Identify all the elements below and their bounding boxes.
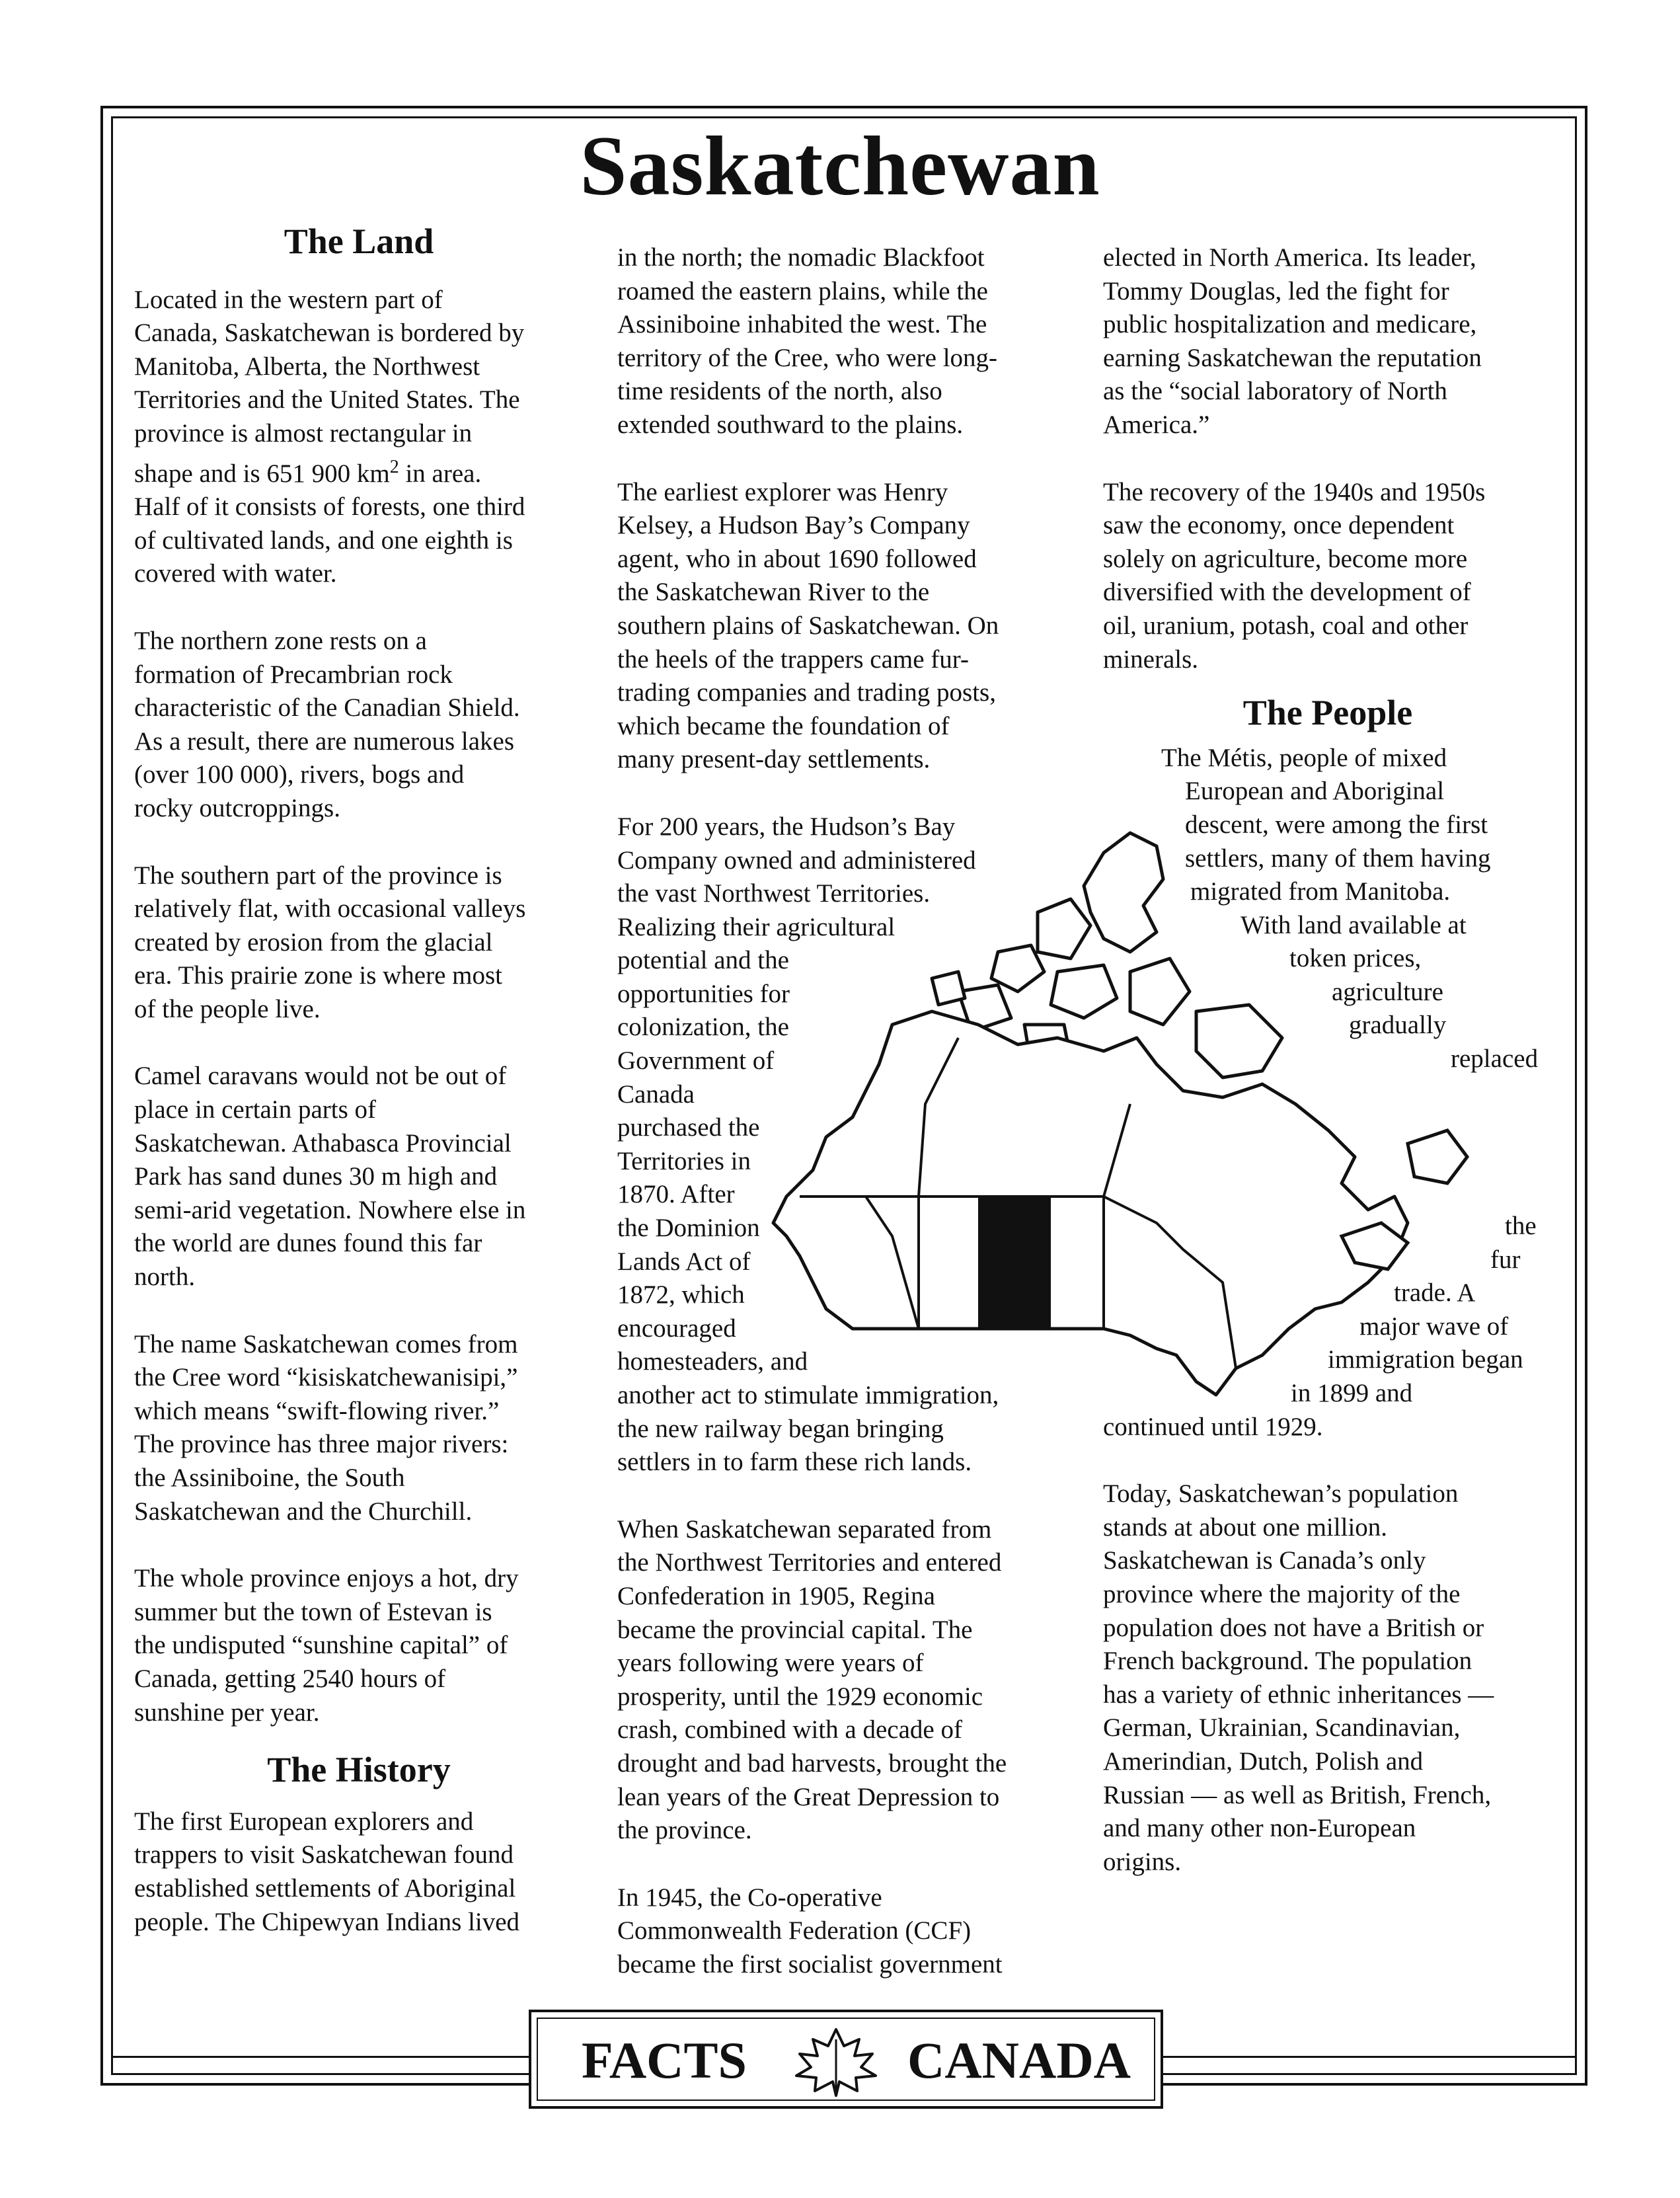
text-line: Saskatchewan is Canada’s only [1103,1546,1426,1575]
text-line: stands at about one million. [1103,1512,1388,1542]
text-line: covered with water. [134,559,337,588]
text-line: formation of Precambrian rock [134,660,453,689]
text-line: solely on agriculture, become more [1103,544,1468,573]
text-line: territory of the Cree, who were long- [617,343,998,372]
text-line: saw the economy, once dependent [1103,511,1455,540]
footer-rule-right [1163,2056,1577,2058]
text-line: 1872, which [617,1280,745,1310]
text-line: Saskatchewan and the Churchill. [134,1497,473,1526]
history-paragraph-4 [617,1513,1080,1848]
superscript: 2 [389,456,399,477]
text-line: Company owned and administered [617,845,976,875]
text-line: characteristic of the Canadian Shield. [134,693,520,723]
text-line: In 1945, the Co-operative [617,1883,882,1912]
text-line: homesteaders, and [617,1347,808,1376]
maple-leaf-icon [783,2026,889,2099]
text-line: German, Ukrainian, Scandinavian, [1103,1713,1461,1743]
text-line: Today, Saskatchewan’s population [1103,1479,1459,1509]
text-line: diversified with the development of [1103,578,1471,607]
text-line: the Northwest Territories and entered [617,1548,1002,1577]
text-line: the vast Northwest Territories. [617,879,931,908]
text-line: Kelsey, a Hudson Bay’s Company [617,511,970,540]
text-line: Confederation in 1905, Regina [617,1581,935,1610]
arctic-island [1038,899,1090,959]
text-line: prosperity, until the 1929 economic [617,1682,983,1711]
text-line: southern plains of Saskatchewan. On [617,611,999,640]
text-line: trappers to visit Saskatchewan found [134,1840,514,1869]
text-line: European and Aboriginal [1185,777,1445,806]
text-line: of the people live. [134,994,321,1023]
text-line: place in certain parts of [134,1095,376,1124]
text-line: Canada, getting 2540 hours of [134,1664,446,1693]
text-line: era. This prairie zone is where most [134,961,503,990]
text-line: 1870. After [617,1180,735,1209]
text-line: many present-day settlements. [617,745,931,774]
text-line: (over 100 000), rivers, bogs and [134,760,465,789]
text-line: encouraged [617,1314,736,1343]
text-line: As a result, there are numerous lakes [134,726,515,756]
text-line: lean years of the Great Depression to [617,1782,1000,1811]
text-line: the province. [617,1816,752,1845]
text-line: Manitoba, Alberta, the Northwest [134,352,480,381]
text-line: The name Saskatchewan comes from [134,1329,518,1358]
text-line: Half of it consists of forests, one third [134,492,525,522]
footer-rule-left [111,2056,529,2058]
text-line: trading companies and trading posts, [617,678,996,707]
text-line: people. The Chipewyan Indians lived [134,1907,520,1936]
saskatchewan-highlight [978,1197,1051,1329]
text-line: settlers, many of them having [1185,844,1491,873]
text-line: major wave of [1359,1312,1509,1341]
text-line: immigration began [1328,1345,1523,1374]
text-line: became the first socialist government [617,1949,1003,1979]
text-line: agriculture [1332,977,1443,1006]
text-line: crash, combined with a decade of [617,1715,962,1745]
text-line: Saskatchewan. Athabasca Provincial [134,1128,512,1158]
land-paragraph-5 [134,1328,584,1529]
history-paragraph-6 [1103,476,1552,677]
text-line: With land available at [1241,910,1467,939]
text-line: Commonwealth Federation (CCF) [617,1916,972,1945]
text-line: The northern zone rests on a [134,626,427,655]
text-line: agent, who in about 1690 followed [617,544,977,573]
text-line: the Cree word “kisiskatchewanisipi,” [134,1363,518,1392]
text-line: Park has sand dunes 30 m high and [134,1162,498,1191]
text-line: migrated from Manitoba. [1190,877,1451,906]
arctic-island [932,972,965,1005]
text-line: which became the foundation of [617,711,950,740]
text-line: The earliest explorer was Henry [617,477,948,506]
text-line: which means “swift-flowing river.” [134,1396,500,1425]
text-line: summer but the town of Estevan is [134,1597,492,1626]
text-line: Located in the western part of [134,285,443,314]
canada-mainland [773,1011,1408,1395]
text-line: Amerindian, Dutch, Polish and [1103,1747,1424,1776]
text-line: opportunities for [617,979,790,1008]
text-line: as the “social laboratory of North [1103,377,1447,406]
text-line: another act to stimulate immigration, [617,1381,999,1409]
text-line: drought and bad harvests, brought the [617,1748,1007,1778]
text-line: replaced [1451,1044,1539,1074]
text-line: earning Saskatchewan the reputation [1103,343,1482,372]
text-line: descent, were among the first [1185,810,1488,839]
arctic-island [1051,965,1117,1018]
text-line: French background. The population [1103,1647,1472,1676]
text-line: Territories in [617,1146,751,1175]
text-line: province is almost rectangular in [134,418,473,448]
text-line: settlers in to farm these rich lands. [617,1448,972,1477]
text-line: The recovery of the 1940s and 1950s [1103,477,1486,506]
arctic-island [1130,959,1190,1025]
text-line: gradually [1349,1011,1447,1040]
heading-the-history: The History [267,1750,451,1790]
text-line: The province has three major rivers: [134,1430,509,1459]
heading-the-people: The People [1242,693,1413,733]
text-line: has a variety of ethnic inheritances — [1103,1680,1494,1709]
text-line: of cultivated lands, and one eighth is [134,526,513,555]
text-line: semi-arid vegetation. Nowhere else in [134,1195,526,1224]
history-paragraph-2 [617,476,1080,777]
text-line: trade. A [1394,1278,1476,1308]
text-line: became the provincial capital. The [617,1615,973,1644]
text-line: The whole province enjoys a hot, dry [134,1564,519,1593]
text-line: public hospitalization and medicare, [1103,310,1477,339]
land-paragraph-3 [134,859,584,1027]
text-line: America.” [1103,410,1210,439]
text-line: sunshine per year. [134,1698,320,1727]
canada-map-illustration [760,826,1560,1448]
text-line: the Dominion [617,1214,760,1243]
text-line: the Assiniboine, the South [134,1464,405,1492]
text-line: rocky outcroppings. [134,793,340,822]
people-paragraph-2 [1103,1477,1552,1879]
newfoundland-island [1408,1130,1467,1183]
text-line: elected in North America. Its leader, [1103,243,1476,272]
text-line: For 200 years, the Hudson’s Bay [617,812,956,841]
text-line: relatively flat, with occasional valleys [134,894,526,923]
footer-canada-label: CANADA [907,2031,1131,2089]
arctic-island [1196,1005,1282,1078]
land-paragraph-1 [134,284,584,591]
text-line: continued until 1929. [1103,1412,1323,1441]
text-line: the Saskatchewan River to the [617,578,930,607]
text-line: Russian — as well as British, French, [1103,1780,1492,1809]
text-line: created by erosion from the glacial [134,927,493,957]
text-line: origins. [1103,1847,1182,1876]
text-line: potential and the [617,946,789,975]
text-line: the world are dunes found this far [134,1229,482,1258]
text-line: the [1505,1212,1537,1241]
text-line: population does not have a British or [1103,1613,1484,1642]
text-line: Lands Act of [617,1247,751,1276]
text-line: purchased the [617,1113,760,1142]
text-line [134,451,584,491]
text-line: oil, uranium, potash, coal and other [1103,611,1469,640]
text-line: in the north; the nomadic Blackfoot [617,243,985,272]
text-line: Canada, Saskatchewan is bordered by [134,319,525,348]
text-line: Tommy Douglas, led the fight for [1103,276,1449,305]
text-line: in 1899 and [1291,1379,1413,1407]
text-line: Government of [617,1046,775,1076]
land-paragraph-2 [134,625,584,826]
land-paragraph-6 [134,1562,584,1729]
text-line: Canada [617,1079,695,1109]
text-line: Camel caravans would not be out of [134,1062,507,1091]
text-line: The Métis, people of mixed [1161,743,1447,772]
text-line: The first European explorers and [134,1807,474,1836]
text-line: Territories and the United States. The [134,385,520,414]
column-left [134,221,584,1973]
text-line: province where the majority of the [1103,1579,1461,1608]
text-line: colonization, the [617,1013,789,1042]
history-paragraph-5 [617,1881,1080,1982]
text-line: fur [1490,1245,1521,1274]
text-line: When Saskatchewan separated from [617,1514,992,1544]
heading-the-land: The Land [284,221,434,261]
history-paragraph-5-continued [1103,241,1552,442]
text-line: and many other non-European [1103,1814,1416,1843]
area-text: shape and is 651 900 km [134,459,390,488]
text-line: The southern part of the province is [134,861,502,890]
text-line: minerals. [1103,645,1199,674]
footer-facts-label: FACTS [582,2031,747,2089]
history-paragraph-1-continued [617,241,1080,442]
text-line: north. [134,1263,196,1292]
page-title: Saskatchewan [580,119,1100,213]
text-line: token prices, [1289,944,1422,973]
history-paragraph-1 [134,1805,584,1939]
text-line: the heels of the trappers came fur- [617,645,969,674]
land-paragraph-4 [134,1060,584,1294]
arctic-island [1084,833,1163,952]
text-line: established settlements of Aboriginal [134,1873,516,1903]
text-line: roamed the eastern plains, while the [617,276,988,305]
text-line: the undisputed “sunshine capital” of [134,1631,508,1660]
text-line: years following were years of [617,1649,924,1678]
area-unit-text: in area. [399,459,482,488]
text-line: Realizing their agricultural [617,912,896,941]
text-line: Assiniboine inhabited the west. The [617,310,987,339]
text-line: time residents of the north, also [617,377,942,406]
text-line: extended southward to the plains. [617,410,964,439]
text-line: the new railway began bringing [617,1414,944,1443]
